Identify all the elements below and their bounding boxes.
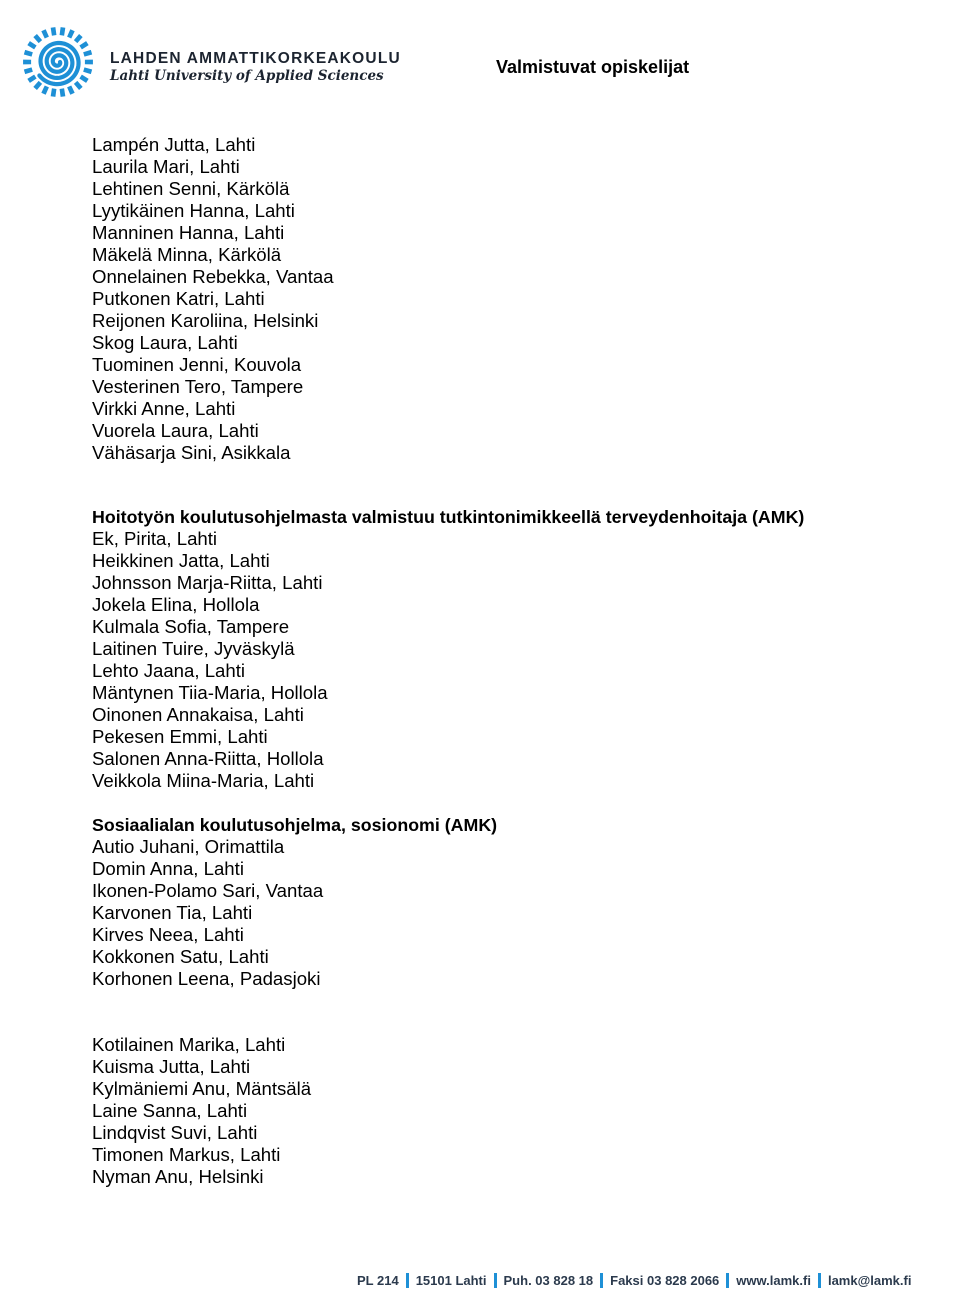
footer-separator <box>726 1273 729 1288</box>
graduate-entry: Virkki Anne, Lahti <box>92 398 236 419</box>
graduate-entry: Oinonen Annakaisa, Lahti <box>92 704 304 725</box>
logo-ray <box>27 41 36 49</box>
footer-item: Puh. 03 828 18 <box>503 1272 594 1288</box>
logo-ray <box>79 75 88 83</box>
logo-ray <box>67 29 75 38</box>
logo-ray <box>83 67 92 74</box>
logo-ray <box>27 75 36 83</box>
section-2 <box>92 814 912 990</box>
graduate-entry: Tuominen Jenni, Kouvola <box>92 354 302 375</box>
graduate-entry: Putkonen Katri, Lahti <box>92 288 265 309</box>
logo-ray <box>41 29 49 38</box>
graduate-entry: Lampén Jutta, Lahti <box>92 134 256 155</box>
logo-ray <box>60 88 66 97</box>
logo-ray <box>41 86 49 95</box>
graduate-entry: Manninen Hanna, Lahti <box>92 222 285 243</box>
graduate-entry: Timonen Markus, Lahti <box>92 1144 281 1165</box>
footer-separator <box>494 1273 497 1288</box>
graduate-entry: Kotilainen Marika, Lahti <box>92 1034 286 1055</box>
section-heading: Sosiaalialan koulutusohjelma, sosionomi (AMK) <box>92 815 498 835</box>
logo-ray <box>51 27 57 36</box>
graduate-entry: Korhonen Leena, Padasjoki <box>92 968 321 989</box>
logo-ray <box>67 86 75 95</box>
graduate-entry: Salonen Anna-Riitta, Hollola <box>92 748 324 769</box>
graduate-entry: Veikkola Miina-Maria, Lahti <box>92 770 315 791</box>
logo-ray <box>74 34 83 43</box>
graduate-entry: Kirves Neea, Lahti <box>92 924 244 945</box>
logo-subtitle: Lahti University of Applied Sciences <box>110 68 384 84</box>
graduate-entry: Lehto Jaana, Lahti <box>92 660 246 681</box>
graduate-entry: Kulmala Sofia, Tampere <box>92 616 290 637</box>
graduate-entry: Karvonen Tia, Lahti <box>92 902 253 923</box>
graduate-entry: Kuisma Jutta, Lahti <box>92 1056 251 1077</box>
graduate-entry: Laitinen Tuire, Jyväskylä <box>92 638 295 659</box>
graduate-entry: Lyytikäinen Hanna, Lahti <box>92 200 295 221</box>
logo-ray <box>23 60 31 65</box>
graduate-entry: Johnsson Marja-Riitta, Lahti <box>92 572 323 593</box>
logo-ray <box>33 81 42 90</box>
graduate-entry: Mäkelä Minna, Kärkölä <box>92 244 282 265</box>
graduate-entry: Laine Sanna, Lahti <box>92 1100 248 1121</box>
graduate-entry: Nyman Anu, Helsinki <box>92 1166 264 1187</box>
section-3 <box>92 1034 912 1188</box>
graduate-entry: Ek, Pirita, Lahti <box>92 528 218 549</box>
graduate-entry: Kokkonen Satu, Lahti <box>92 946 269 967</box>
logo-ray <box>83 50 92 57</box>
logo-ray <box>24 50 33 57</box>
footer-contact <box>357 1271 911 1289</box>
footer-item: Faksi 03 828 2066 <box>610 1272 720 1288</box>
footer-item: PL 214 <box>357 1272 399 1288</box>
logo-ray <box>33 34 42 43</box>
lamk-logo <box>22 26 401 98</box>
logo-ray <box>74 81 83 90</box>
logo-ray <box>79 41 88 49</box>
graduate-entry: Onnelainen Rebekka, Vantaa <box>92 266 334 287</box>
graduate-list <box>92 134 912 1188</box>
logo-ray <box>51 88 57 97</box>
graduate-entry: Ikonen-Polamo Sari, Vantaa <box>92 880 324 901</box>
graduate-entry: Vesterinen Tero, Tampere <box>92 376 304 397</box>
section-heading: Hoitotyön koulutusohjelmasta valmistuu tutkintonimikkeellä terveydenhoitaja (AMK) <box>92 507 805 527</box>
graduate-entry: Lindqvist Suvi, Lahti <box>92 1122 258 1143</box>
graduate-entry: Autio Juhani, Orimattila <box>92 836 285 857</box>
section-0 <box>92 134 912 464</box>
spiral-logo-icon <box>22 26 94 98</box>
graduate-entry: Domin Anna, Lahti <box>92 858 244 879</box>
graduate-entry: Vähäsarja Sini, Asikkala <box>92 442 291 463</box>
logo-name: LAHDEN AMMATTIKORKEAKOULU <box>110 50 401 67</box>
footer-separator <box>818 1273 821 1288</box>
footer-item[interactable]: www.lamk.fi <box>736 1272 811 1288</box>
graduate-entry: Skog Laura, Lahti <box>92 332 238 353</box>
footer-item: 15101 Lahti <box>415 1272 487 1288</box>
footer-separator <box>600 1273 603 1288</box>
graduate-entry: Heikkinen Jatta, Lahti <box>92 550 270 571</box>
logo-ray <box>24 67 33 74</box>
logo-ray <box>85 60 93 65</box>
graduate-entry: Lehtinen Senni, Kärkölä <box>92 178 290 199</box>
graduate-entry: Kylmäniemi Anu, Mäntsälä <box>92 1078 312 1099</box>
footer-item[interactable]: lamk@lamk.fi <box>827 1272 912 1288</box>
graduate-entry: Jokela Elina, Hollola <box>92 594 260 615</box>
graduate-entry: Reijonen Karoliina, Helsinki <box>92 310 319 331</box>
section-1 <box>92 506 912 792</box>
footer-separator <box>406 1273 409 1288</box>
graduate-entry: Mäntynen Tiia-Maria, Hollola <box>92 682 328 703</box>
page-title: Valmistuvat opiskelijat <box>496 57 690 77</box>
graduate-entry: Laurila Mari, Lahti <box>92 156 240 177</box>
graduate-entry: Vuorela Laura, Lahti <box>92 420 259 441</box>
graduate-entry: Pekesen Emmi, Lahti <box>92 726 268 747</box>
logo-ray <box>60 27 66 36</box>
